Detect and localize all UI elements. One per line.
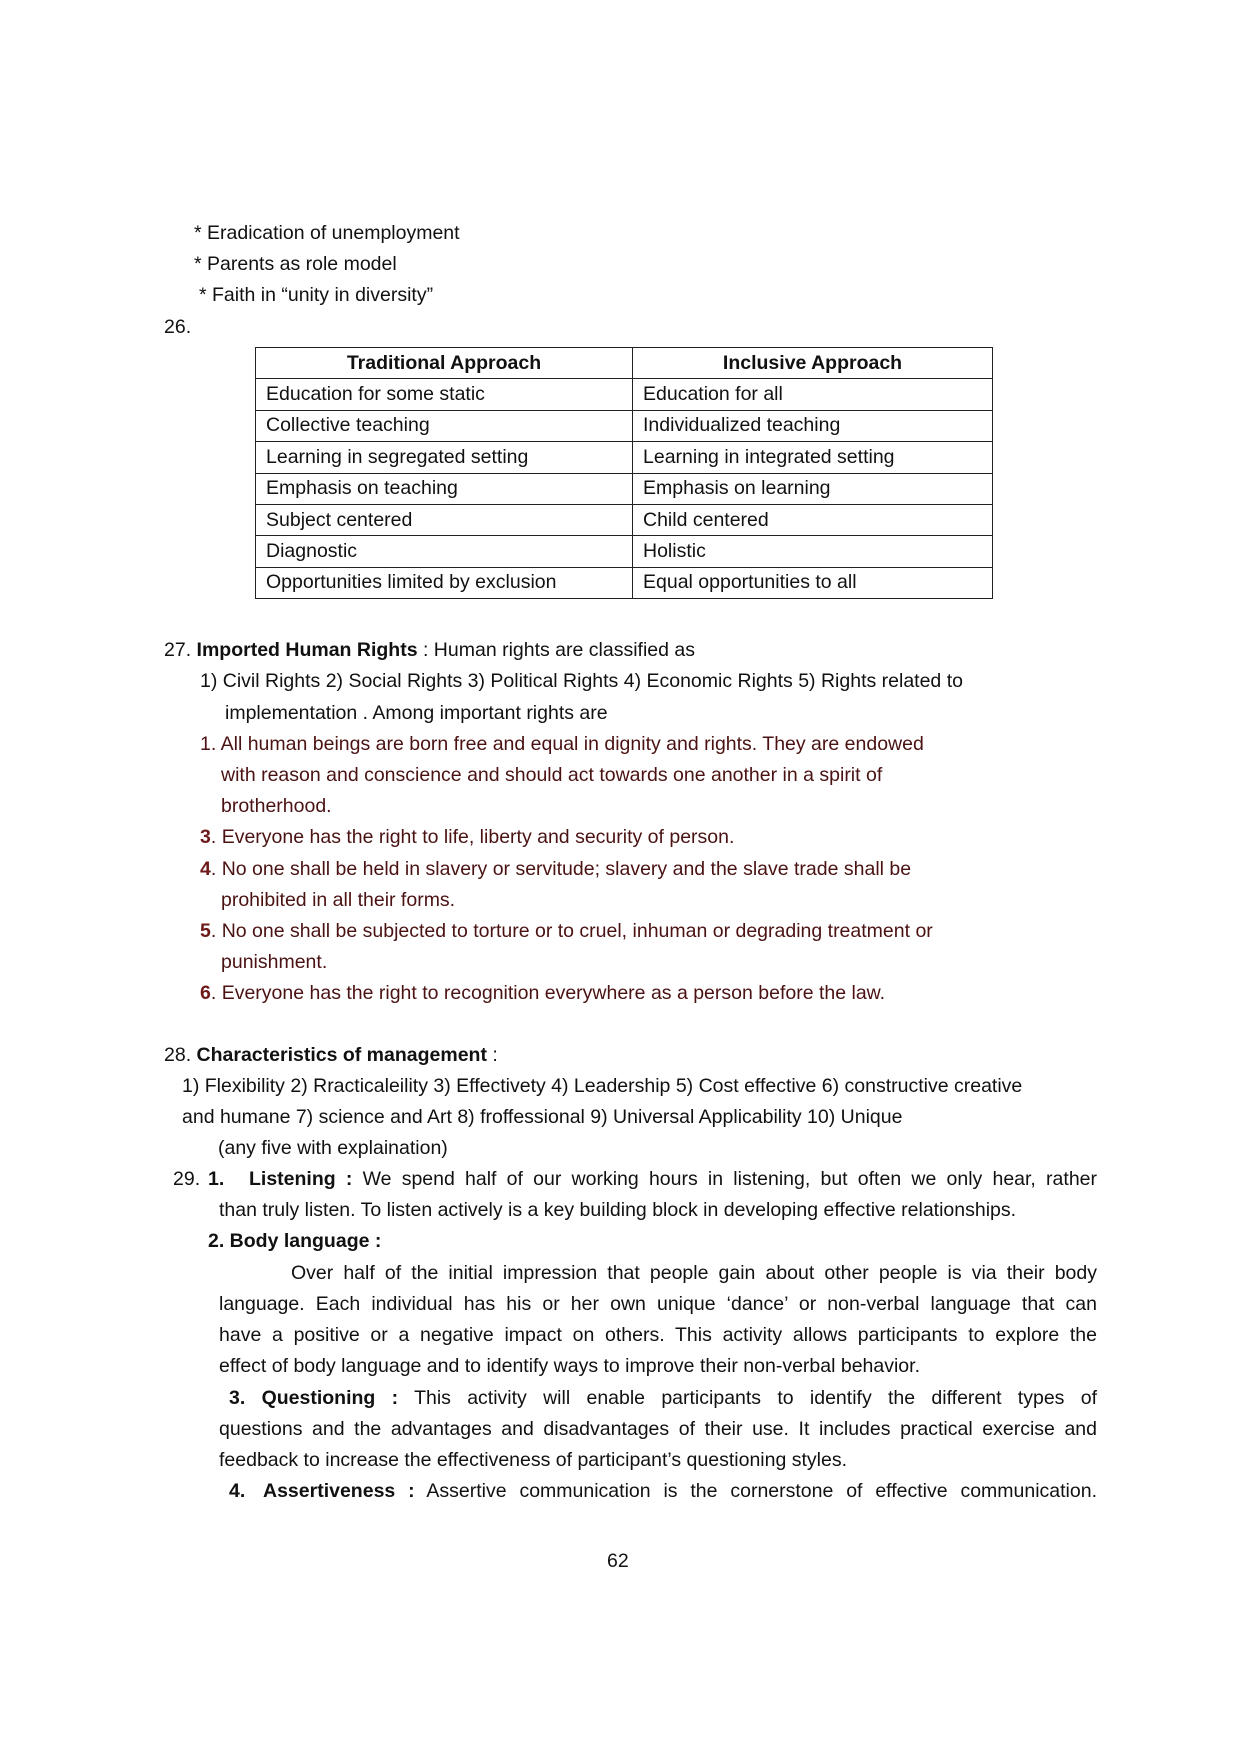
right-item-6: 6. Everyone has the right to recognition everywhere as a person before the law. [200,982,886,1004]
bullet-role-model: * Parents as role model [194,253,397,275]
right-item-1: 1. All human beings are born free and equal in dignity and rights. They are endowed [200,733,924,755]
question-26-number: 26. [164,316,192,338]
management-characteristics-line-2: and humane 7) science and Art 8) froffessional 9) Universal Applicability 10) Unique [182,1106,903,1128]
table-cell: Diagnostic [256,536,633,567]
body-language-line-4: effect of body language and to identify ways to improve their non-verbal behavior. [219,1355,920,1377]
table-row [256,567,993,598]
table-cell: Individualized teaching [633,410,993,441]
management-instruction: (any five with explaination) [218,1137,448,1159]
right-item-4-cont: prohibited in all their forms. [221,889,456,911]
question-28-number: 28. [164,1044,192,1066]
table-cell: Emphasis on learning [633,473,993,504]
body-language-line-2: language. Each individual has his or her own unique ‘dance’ or non-verbal language that can [219,1293,1097,1315]
right-item-text: Everyone has the right to recognition everywhere as a person before the law. [221,982,886,1004]
listening-line-1 [249,1170,1097,1190]
right-item-text: Everyone has the right to life, liberty and security of person. [221,826,735,848]
assertiveness-line [263,1482,1097,1502]
body-language-line-3: have a positive or a negative impact on others. This activity allows participants to explore the [219,1324,1097,1346]
body-language-line-1: Over half of the initial impression that people gain about other people is via their body [291,1262,1097,1284]
header-inclusive: Inclusive Approach [633,348,993,379]
table-row [256,536,993,567]
assertiveness-number: 4. [229,1480,246,1502]
question-28-colon: : [486,1044,498,1066]
rights-classification-line-2: implementation . Among important rights are [225,702,608,724]
right-item-5: 5. No one shall be subjected to torture or to cruel, inhuman or degrading treatment or [200,920,933,942]
table-row [256,379,993,410]
assertiveness-text: Assertive communication is the cornerstone of effective communication. [426,1480,1097,1502]
table-cell: Holistic [633,536,993,567]
right-item-3: 3. Everyone has the right to life, liberty and security of person. [200,826,735,848]
right-item-5-cont: punishment. [221,951,328,973]
questioning-title: 3. Questioning : [229,1387,399,1409]
question-29-number: 29. [173,1168,201,1190]
table-header-row [256,348,993,379]
table-cell: Child centered [633,504,993,535]
question-27-heading: Imported Human Rights [196,639,418,661]
question-27-intro: : Human rights are classified as [417,639,695,661]
table-row [256,504,993,535]
table-row [256,442,993,473]
table-cell: Subject centered [256,504,633,535]
assertiveness-title: Assertiveness : [263,1480,415,1502]
question-28-line [164,1046,498,1066]
question-28-heading: Characteristics of management [196,1044,487,1066]
right-item-number: 6 [200,982,211,1004]
right-item-text: All human beings are born free and equal in dignity and rights. They are endowed [220,733,924,755]
table-cell: Education for all [633,379,993,410]
bullet-unemployment: * Eradication of unemployment [194,222,460,244]
questioning-line-3: feedback to increase the effectiveness of participant’s questioning styles. [219,1449,847,1471]
question-27-line [164,641,695,661]
table-cell: Learning in segregated setting [256,442,633,473]
question-27-number: 27. [164,639,192,661]
right-item-1-cont: brotherhood. [221,795,332,817]
right-item-text: No one shall be held in slavery or servitude; slavery and the slave trade shall be [221,858,912,880]
right-item-4: 4. No one shall be held in slavery or servitude; slavery and the slave trade shall be [200,858,912,880]
page-number: 62 [607,1550,629,1572]
bullet-unity: * Faith in “unity in diversity” [199,284,434,306]
listening-number: 1. [208,1168,225,1190]
table-cell: Emphasis on teaching [256,473,633,504]
questioning-text: This activity will enable participants to identify the different types of [414,1387,1097,1409]
questioning-line-1 [229,1389,1097,1409]
management-characteristics-line-1: 1) Flexibility 2) Rracticaleility 3) Effectivety 4) Leadership 5) Cost effective 6) constructive creative [182,1075,1023,1097]
approach-comparison-table [255,347,993,599]
listening-title: Listening : [249,1168,353,1190]
right-item-text: No one shall be subjected to torture or to cruel, inhuman or degrading treatment or [221,920,933,942]
listening-line-2: than truly listen. To listen actively is a key building block in developing effective relationships. [219,1199,1017,1221]
table-cell: Learning in integrated setting [633,442,993,473]
table-cell: Equal opportunities to all [633,567,993,598]
table-cell: Opportunities limited by exclusion [256,567,633,598]
right-item-number: 5 [200,920,211,942]
table-cell: Collective teaching [256,410,633,441]
right-item-number: 1 [200,733,211,755]
right-item-number: 3 [200,826,211,848]
rights-classification-line-1: 1) Civil Rights 2) Social Rights 3) Political Rights 4) Economic Rights 5) Rights related to [200,670,963,692]
body-language-title: 2. Body language : [208,1230,382,1252]
right-item-1-cont: with reason and conscience and should act towards one another in a spirit of [221,764,883,786]
header-traditional: Traditional Approach [256,348,633,379]
listening-text: We spend half of our working hours in listening, but often we only hear, rather [362,1168,1098,1190]
questioning-line-2: questions and the advantages and disadvantages of their use. It includes practical exercise and [219,1418,1097,1440]
table-row [256,410,993,441]
table-row [256,473,993,504]
table-cell: Education for some static [256,379,633,410]
right-item-number: 4 [200,858,211,880]
